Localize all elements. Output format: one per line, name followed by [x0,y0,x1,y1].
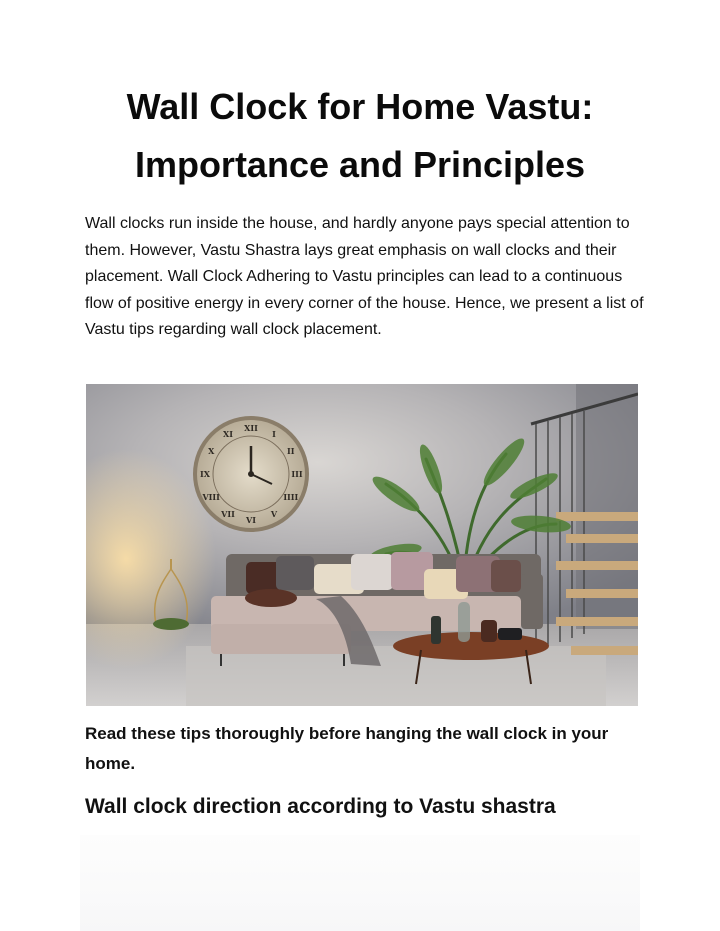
clock-numeral: II [287,446,295,456]
clock-numeral: I [272,429,276,440]
rug [186,646,606,706]
clock-numeral: IIII [283,492,299,502]
section-heading: Wall clock direction according to Vastu shastra [85,795,556,818]
clock-numeral: XII [244,423,258,433]
clock-numeral: VII [221,508,235,519]
clock-numeral: V [270,508,278,519]
clock-numeral: III [291,469,303,479]
wall-clock [193,416,309,532]
clock-numeral: XI [223,429,233,440]
clock-numeral: IX [200,469,210,479]
clock-numeral: X [208,446,215,456]
clock-numeral: VIII [202,492,220,502]
clock-numeral: VI [246,515,256,525]
page-bottom-area [80,835,640,931]
living-room-photo [86,384,638,706]
tips-subheading: Read these tips thoroughly before hanging the wall clock in your home. [85,724,609,773]
intro-paragraph: Wall clocks run inside the house, and hardly anyone pays special attention to them. However, Vastu Shastra lays great emphasis on wall clocks and their placement. Wall Clock Adhering to Vastu principles can lead to a continuous flow of positive energy in every corner of the house. Hence, we present a list of Vastu tips regarding wall clock placement. [85,215,644,339]
page-title: Wall Clock for Home Vastu: Importance and Principles [126,86,594,185]
